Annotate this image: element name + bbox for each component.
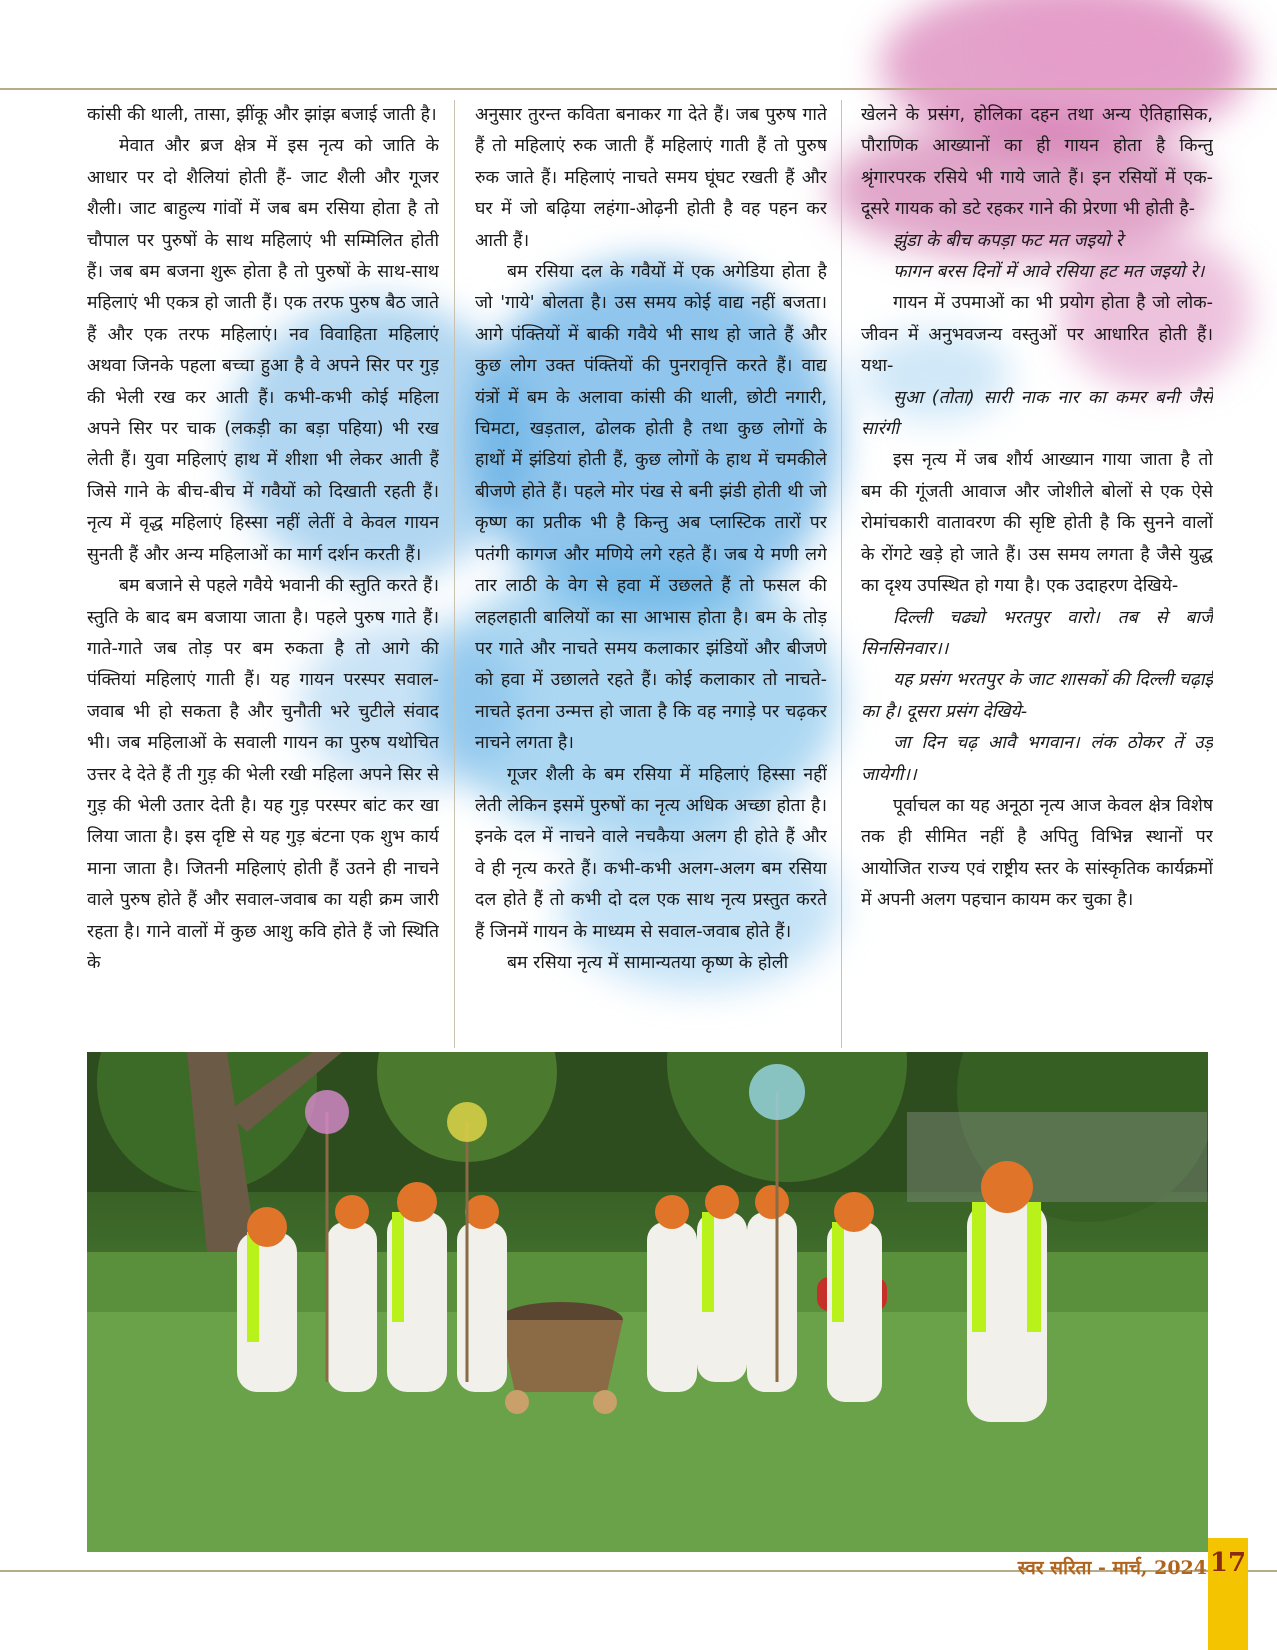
paragraph: अनुसार तुरन्त कविता बनाकर गा देते हैं। जब पुरुष गाते हैं तो महिलाएं रुक जाती हैं महिलाएं गाती हैं तो पुरुष रुक जाते हैं। महिलाएं नाचते समय घूंघट रखती हैं और घर में जो बढ़िया लहंगा-ओढ़नी होती है वह पहन कर आती हैं। [475,105,827,251]
paragraph: बम रसिया नृत्य में सामान्यतया कृष्ण के होली [507,952,789,973]
column-divider [841,100,842,1048]
verse-line: सुआ (तोता) सारी नाक नार का कमर बनी जैसे सारंगी [861,387,1213,440]
text-column-2 [475,100,827,1045]
verse-line: फागन बरस दिनों में आवे रसिया हट मत जइयो रे। [893,262,1205,283]
text-column-3 [861,100,1213,1045]
paragraph: कांसी की थाली, तासा, झींकू और झांझ बजाई जाती है। [87,105,437,125]
verse-line: जा दिन चढ़ आवै भगवान। लंक ठोकर तें उड़ जायेगी।। [861,733,1213,785]
paragraph: इस नृत्य में जब शौर्य आख्यान गाया जाता है तो बम की गूंजती आवाज और जोशीले बोलों से एक ऐसे रोमांचकारी वातावरण की सृष्टि होती है कि सुनने वालों के रोंगटे खड़े हो जाते हैं। उस समय लगता है जैसे युद्ध का दृश्य उपस्थित हो गया है। एक उदाहरण देखिये- [861,450,1213,597]
paragraph: खेलने के प्रसंग, होलिका दहन तथा अन्य ऐतिहासिक, पौराणिक आख्यानों का ही गायन होता है किन्तु श्रृंगारपरक रसिये भी गाये जाते हैं। इन रसियों में एक-दूसरे गायक को डटे रहकर गाने की प्रेरणा भी होती है- [861,105,1213,220]
paragraph: गूजर शैली के बम रसिया में महिलाएं हिस्सा नहीं लेती लेकिन इसमें पुरुषों का नृत्य अधिक अच्छा होता है। इनके दल में नाचने वाले नचकैया अलग ही होते हैं और वे ही नृत्य करते हैं। कभी-कभी अलग-अलग बम रसिया दल होते हैं तो कभी दो दल एक साथ नृत्य प्रस्तुत करते हैं जिनमें गायन के माध्यम से सवाल-जवाब होते हैं। [475,764,827,942]
column-divider [454,100,455,1048]
page-number: 17 [1209,1548,1247,1578]
dancers-photo [87,1052,1208,1552]
paragraph: गायन में उपमाओं का भी प्रयोग होता है जो लोक-जीवन में अनुभवजन्य वस्तुओं पर आधारित होती हैं। यथा- [861,293,1213,377]
top-rule [0,88,1277,90]
verse-line: दिल्ली चढ्यो भरतपुर वारो। तब से बाजै सिनसिनवार।। [861,607,1213,659]
verse-line: यह प्रसंग भरतपुर के जाट शासकों की दिल्ली चढ़ाई का है। दूसरा प्रसंग देखिये- [861,670,1213,722]
paragraph: पूर्वाचल का यह अनूठा नृत्य आज केवल क्षेत्र विशेष तक ही सीमित नहीं है अपितु विभिन्न स्थानों पर आयोजित राज्य एवं राष्ट्रीय स्तर के सांस्कृतिक कार्यक्रमों में अपनी अलग पहचान कायम कर चुका है। [861,795,1213,911]
paragraph: मेवात और ब्रज क्षेत्र में इस नृत्य को जाति के आधार पर दो शैलियां होती हैं- जाट शैली और गूजर शैली। जाट बाहुल्य गांवों में जब बम रसिया होता है तो चौपाल पर पुरुषों के साथ महिलाएं भी सम्मिलित होती हैं। जब बम बजना शुरू होता है तो पुरुषों के साथ-साथ महिलाएं भी एकत्र हो जाती हैं। एक तरफ पुरुष बैठ जाते हैं और एक तरफ महिलाएं। नव विवाहिता महिलाएं अथवा जिनके पहला बच्चा हुआ है वे अपने सिर पर गुड़ की भेली रख कर आती हैं। कभी-कभी कोई महिला अपने सिर पर चाक (लकड़ी का बड़ा पहिया) भी रख लेती हैं। युवा महिलाएं हाथ में शीशा भी लेकर आती हैं जिसे गाने के बीच-बीच में गवैयों को दिखाती रहती हैं। नृत्य में वृद्ध महिलाएं हिस्सा नहीं लेतीं वे केवल गायन सुनती हैं और अन्य महिलाओं का मार्ग दर्शन करती हैं। [87,136,439,565]
verse-line: झुंडा के बीच कपड़ा फट मत जइयो रे [893,230,1123,251]
paragraph: बम बजाने से पहले गवैये भवानी की स्तुति करते हैं। स्तुति के बाद बम बजाया जाता है। पहले पुरुष गाते हैं। गाते-गाते जब तोड़ पर बम रुकता है तो आगे की पंक्तियां महिलाएं गाती हैं। यह गायन परस्पर सवाल-जवाब भी हो सकता है और चुनौती भरे चुटीले संवाद भी। जब महिलाओं के सवाली गायन का पुरुष यथोचित उत्तर दे देते हैं ती गुड़ की भेली रखी महिला अपने सिर से गुड़ की भेली उतार देती है। यह गुड़ परस्पर बांट कर खा लिया जाता है। इस दृष्टि से यह गुड़ बंटना एक शुभ कार्य माना जाता है। जितनी महिलाएं होती हैं उतने ही नाचने वाले पुरुष होते हैं और सवाल-जवाब का यही क्रम जारी रहता है। गाने वालों में कुछ आशु कवि होते हैं जो स्थिति के [87,576,439,973]
text-column-1 [87,100,439,1045]
paragraph: बम रसिया दल के गवैयों में एक अगेडिया होता है जो 'गाये' बोलता है। उस समय कोई वाद्य नहीं बजता। आगे पंक्तियों में बाकी गवैये भी साथ हो जाते हैं और कुछ लोग उक्त पंक्तियों की पुनरावृत्ति करते हैं। वाद्य यंत्रों में बम के अलावा कांसी की थाली, छोटी नगारी, चिमटा, खड़ताल, ढोलक होती है तथा कुछ लोगों के हाथों में झंडियां होती हैं, कुछ लोगों के हाथ में चमकीले बीजणे होते हैं। पहले मोर पंख से बनी झंडी होती थी जो कृष्ण का प्रतीक भी है किन्तु अब प्लास्टिक तारों पर पतंगी कागज और मणिये लगे रहते हैं। जब ये मणी लगे तार लाठी के वेग से हवा में उछलते हैं तो फसल की लहलहाती बालियों का सा आभास होता है। बम के तोड़ पर गाते और नाचते समय कलाकार झंडियों और बीजणे को हवा में उछालते रहते हैं। कोई कलाकार तो नाचते-नाचते इतना उन्मत्त हो जाता है कि वह नगाड़े पर चढ़कर नाचने लगता है। [475,262,827,754]
magazine-footer: स्वर सरिता - मार्च, 2024 [1017,1557,1207,1579]
